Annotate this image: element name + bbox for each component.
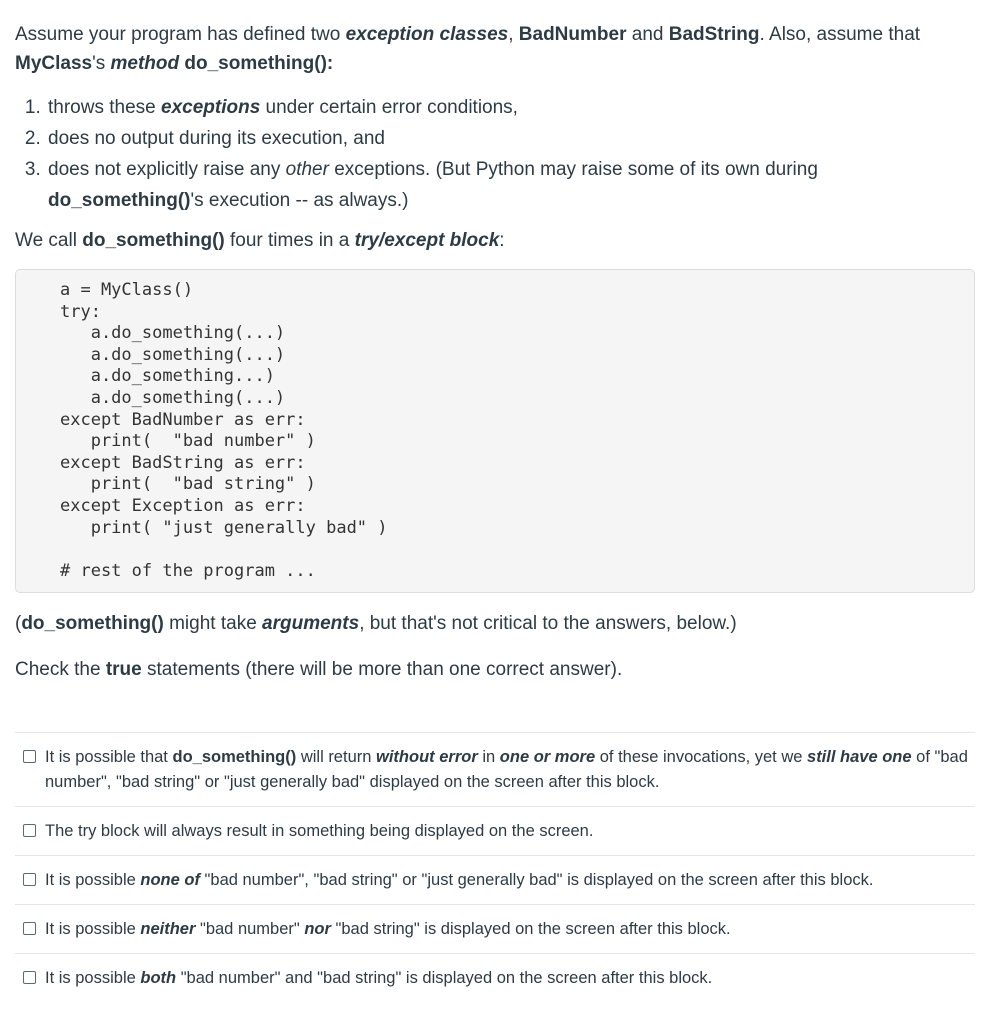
answer-text: It is possible both "bad number" and "bad string" is displayed on the screen after this block. bbox=[45, 969, 713, 988]
method-word: method bbox=[110, 53, 180, 74]
answer-checkbox[interactable] bbox=[23, 922, 36, 935]
answer-checkbox[interactable] bbox=[23, 971, 36, 984]
intro-tail: . Also, assume that bbox=[759, 24, 921, 45]
answer-checkbox[interactable] bbox=[23, 824, 36, 837]
code-line: print( "bad number" ) bbox=[60, 431, 316, 452]
code-line: a.do_something(...) bbox=[60, 344, 286, 365]
class-badstring: BadString bbox=[668, 24, 760, 45]
try-except-label: try/except block bbox=[354, 230, 500, 251]
class-badnumber: BadNumber bbox=[518, 24, 627, 45]
answer-text: The try block will always result in something being displayed on the screen. bbox=[45, 822, 594, 841]
intro-and: and bbox=[626, 24, 669, 45]
arguments-paragraph: (do_something() might take arguments, but that's not critical to the answers, below.) bbox=[15, 613, 737, 635]
answer-checkbox[interactable] bbox=[23, 750, 36, 763]
code-line: print( "just generally bad" ) bbox=[60, 517, 388, 538]
intro-text: Assume your program has defined two bbox=[15, 24, 346, 45]
answer-checkbox[interactable] bbox=[23, 873, 36, 886]
possessive: 's bbox=[92, 53, 111, 74]
code-line: a.do_something(...) bbox=[60, 387, 286, 408]
code-line: print( "bad string" ) bbox=[60, 474, 316, 495]
intro-comma: , bbox=[508, 24, 519, 45]
answer-option-2[interactable] bbox=[15, 807, 975, 856]
myclass-name: MyClass bbox=[15, 53, 93, 74]
answer-list bbox=[15, 732, 975, 1002]
list-item: 3. does not explicitly raise any other exceptions. (But Python may raise some of its own during do_something()'s execution -- as always.) bbox=[46, 154, 975, 216]
instruction-paragraph: Check the true statements (there will be more than one correct answer). bbox=[15, 659, 623, 681]
method-name: do_something(): bbox=[179, 53, 334, 74]
code-line: a = MyClass() bbox=[60, 280, 194, 300]
list-item: 1. throws these exceptions under certain error conditions, bbox=[46, 92, 975, 123]
answer-text: It is possible none of "bad number", "bad string" or "just generally bad" is displayed on the screen after this block. bbox=[45, 871, 874, 890]
answer-text: It is possible that do_something() will return without error in one or more of these invocations, yet we still have one of "bad number", "bad string" or "just generally bad" displayed on the screen after this block. bbox=[45, 748, 968, 792]
code-line: # rest of the program ... bbox=[60, 560, 316, 581]
code-block bbox=[15, 269, 975, 593]
answer-option-5[interactable] bbox=[15, 954, 975, 1002]
intro-paragraph bbox=[15, 20, 975, 78]
code-line: a.do_something(...) bbox=[60, 323, 286, 344]
call-paragraph: We call do_something() four times in a try/except block: bbox=[15, 230, 505, 251]
list-item: 2. does no output during its execution, and bbox=[46, 123, 975, 154]
code-line bbox=[60, 539, 962, 561]
code-line: a.do_something...) bbox=[60, 366, 275, 387]
code-line: except Exception as err: bbox=[60, 495, 306, 516]
answer-option-3[interactable] bbox=[15, 856, 975, 905]
answer-option-4[interactable] bbox=[15, 905, 975, 954]
answer-option-1[interactable] bbox=[15, 733, 975, 807]
code-line: try: bbox=[60, 301, 101, 322]
code-line: except BadNumber as err: bbox=[60, 409, 306, 430]
intro-emphasis: exception classes bbox=[345, 24, 509, 45]
answer-text: It is possible neither "bad number" nor "bad string" is displayed on the screen after this block. bbox=[45, 920, 731, 939]
function-name: do_something() bbox=[82, 230, 225, 251]
code-line: except BadString as err: bbox=[60, 452, 306, 473]
conditions-list bbox=[15, 92, 975, 216]
